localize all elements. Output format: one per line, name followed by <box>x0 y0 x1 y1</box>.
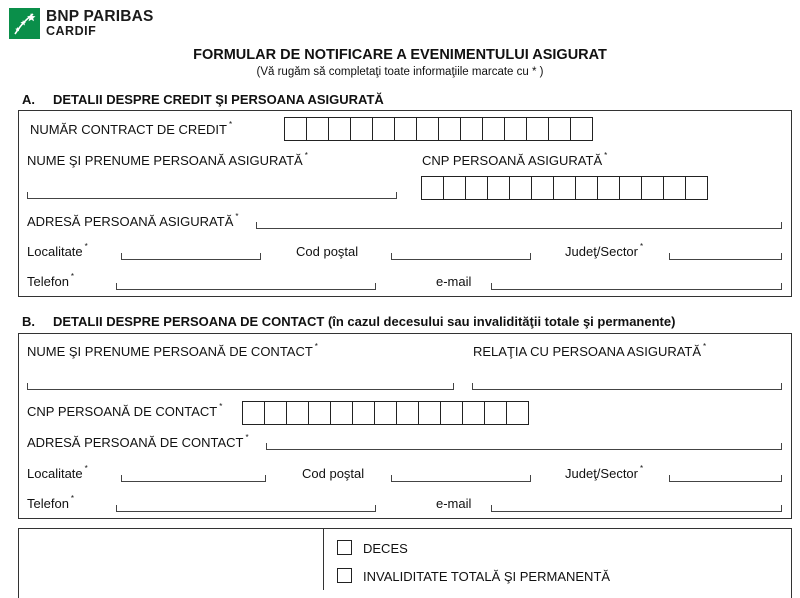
digit-cell[interactable] <box>504 117 527 141</box>
disability-label: INVALIDITATE TOTALĂ ŞI PERMANENTĂ <box>363 569 611 584</box>
contact-relation-label: RELAŢIA CU PERSOANA ASIGURATĂ * <box>473 342 707 359</box>
digit-cell[interactable] <box>330 401 353 425</box>
contact-phone-field[interactable] <box>116 505 376 512</box>
death-checkbox[interactable] <box>337 540 352 555</box>
digit-cell[interactable] <box>663 176 686 200</box>
insured-email-label: e-mail <box>436 274 472 289</box>
insured-name-field[interactable] <box>27 192 397 199</box>
insured-name-label: NUME ŞI PRENUME PERSOANĂ ASIGURATĂ * <box>27 151 308 168</box>
contact-locality-field[interactable] <box>121 475 266 482</box>
contact-address-field[interactable] <box>266 443 782 450</box>
digit-cell[interactable] <box>526 117 549 141</box>
digit-cell[interactable] <box>509 176 532 200</box>
insured-phone-field[interactable] <box>116 283 376 290</box>
form-title: FORMULAR DE NOTIFICARE A EVENIMENTULUI ASIGURAT <box>193 47 607 63</box>
digit-cell[interactable] <box>438 117 461 141</box>
contact-locality-label: Localitate * <box>27 464 88 481</box>
contact-postal-label: Cod poştal <box>302 466 365 481</box>
contact-name-field[interactable] <box>27 383 454 390</box>
digit-cell[interactable] <box>685 176 708 200</box>
insured-cnp-cells[interactable] <box>421 176 708 200</box>
digit-cell[interactable] <box>374 401 397 425</box>
digit-cell[interactable] <box>641 176 664 200</box>
digit-cell[interactable] <box>531 176 554 200</box>
insured-address-field[interactable] <box>256 222 782 229</box>
digit-cell[interactable] <box>350 117 373 141</box>
disability-checkbox[interactable] <box>337 568 352 583</box>
digit-cell[interactable] <box>484 401 507 425</box>
digit-cell[interactable] <box>440 401 463 425</box>
digit-cell[interactable] <box>553 176 576 200</box>
insured-email-field[interactable] <box>491 283 782 290</box>
contact-name-label: NUME ŞI PRENUME PERSOANĂ DE CONTACT * <box>27 342 318 359</box>
digit-cell[interactable] <box>396 401 419 425</box>
digit-cell[interactable] <box>482 117 505 141</box>
contact-email-label: e-mail <box>436 496 472 511</box>
digit-cell[interactable] <box>394 117 417 141</box>
death-label: DECES <box>363 541 408 556</box>
event-box <box>18 528 792 598</box>
insured-county-label: Judeţ/Sector * <box>565 242 644 259</box>
digit-cell[interactable] <box>242 401 265 425</box>
digit-cell[interactable] <box>372 117 395 141</box>
contact-phone-label: Telefon * <box>27 494 75 511</box>
digit-cell[interactable] <box>462 401 485 425</box>
digit-cell[interactable] <box>352 401 375 425</box>
section-b-heading <box>22 314 675 329</box>
digit-cell[interactable] <box>284 117 307 141</box>
digit-cell[interactable] <box>308 401 331 425</box>
digit-cell[interactable] <box>506 401 529 425</box>
contact-cnp-cells[interactable] <box>242 401 529 425</box>
digit-cell[interactable] <box>548 117 571 141</box>
insured-postal-field[interactable] <box>391 253 531 260</box>
section-b-title: DETALII DESPRE PERSOANA DE CONTACT (în cazul decesului sau invalidităţii totale şi permanente) <box>53 314 676 329</box>
insured-address-label: ADRESĂ PERSOANĂ ASIGURATĂ * <box>27 212 239 229</box>
digit-cell[interactable] <box>286 401 309 425</box>
insured-locality-field[interactable] <box>121 253 261 260</box>
insured-locality-label: Localitate * <box>27 242 88 259</box>
digit-cell[interactable] <box>575 176 598 200</box>
event-divider <box>323 528 324 590</box>
insured-cnp-label: CNP PERSOANĂ ASIGURATĂ * <box>422 151 608 168</box>
section-b-letter: B. <box>22 314 35 329</box>
contact-cnp-label: CNP PERSOANĂ DE CONTACT * <box>27 402 223 419</box>
contact-county-label: Judeţ/Sector * <box>565 464 644 481</box>
digit-cell[interactable] <box>619 176 642 200</box>
contact-relation-field[interactable] <box>472 383 782 390</box>
form-subtitle: (Vă rugăm să completaţi toate informaţiile marcate cu * ) <box>256 66 544 78</box>
contract-number-cells[interactable] <box>284 117 593 141</box>
digit-cell[interactable] <box>416 117 439 141</box>
digit-cell[interactable] <box>460 117 483 141</box>
digit-cell[interactable] <box>465 176 488 200</box>
bnp-stars-logo-icon <box>9 8 40 39</box>
section-a-letter: A. <box>22 92 35 107</box>
digit-cell[interactable] <box>306 117 329 141</box>
contact-county-field[interactable] <box>669 475 782 482</box>
digit-cell[interactable] <box>570 117 593 141</box>
contract-number-label: NUMĂR CONTRACT DE CREDIT * <box>30 120 233 137</box>
digit-cell[interactable] <box>421 176 444 200</box>
digit-cell[interactable] <box>328 117 351 141</box>
brand-subname: CARDIF <box>46 24 97 38</box>
contact-postal-field[interactable] <box>391 475 531 482</box>
brand-name: BNP PARIBAS <box>46 8 154 25</box>
section-a-heading <box>22 92 384 107</box>
contact-email-field[interactable] <box>491 505 782 512</box>
section-a-title: DETALII DESPRE CREDIT ŞI PERSOANA ASIGURATĂ <box>53 92 384 107</box>
section-b-box <box>18 333 792 519</box>
contact-address-label: ADRESĂ PERSOANĂ DE CONTACT * <box>27 433 249 450</box>
insured-phone-label: Telefon * <box>27 272 75 289</box>
insured-postal-label: Cod poştal <box>296 244 359 259</box>
insured-county-field[interactable] <box>669 253 782 260</box>
digit-cell[interactable] <box>264 401 287 425</box>
digit-cell[interactable] <box>487 176 510 200</box>
digit-cell[interactable] <box>418 401 441 425</box>
digit-cell[interactable] <box>443 176 466 200</box>
digit-cell[interactable] <box>597 176 620 200</box>
